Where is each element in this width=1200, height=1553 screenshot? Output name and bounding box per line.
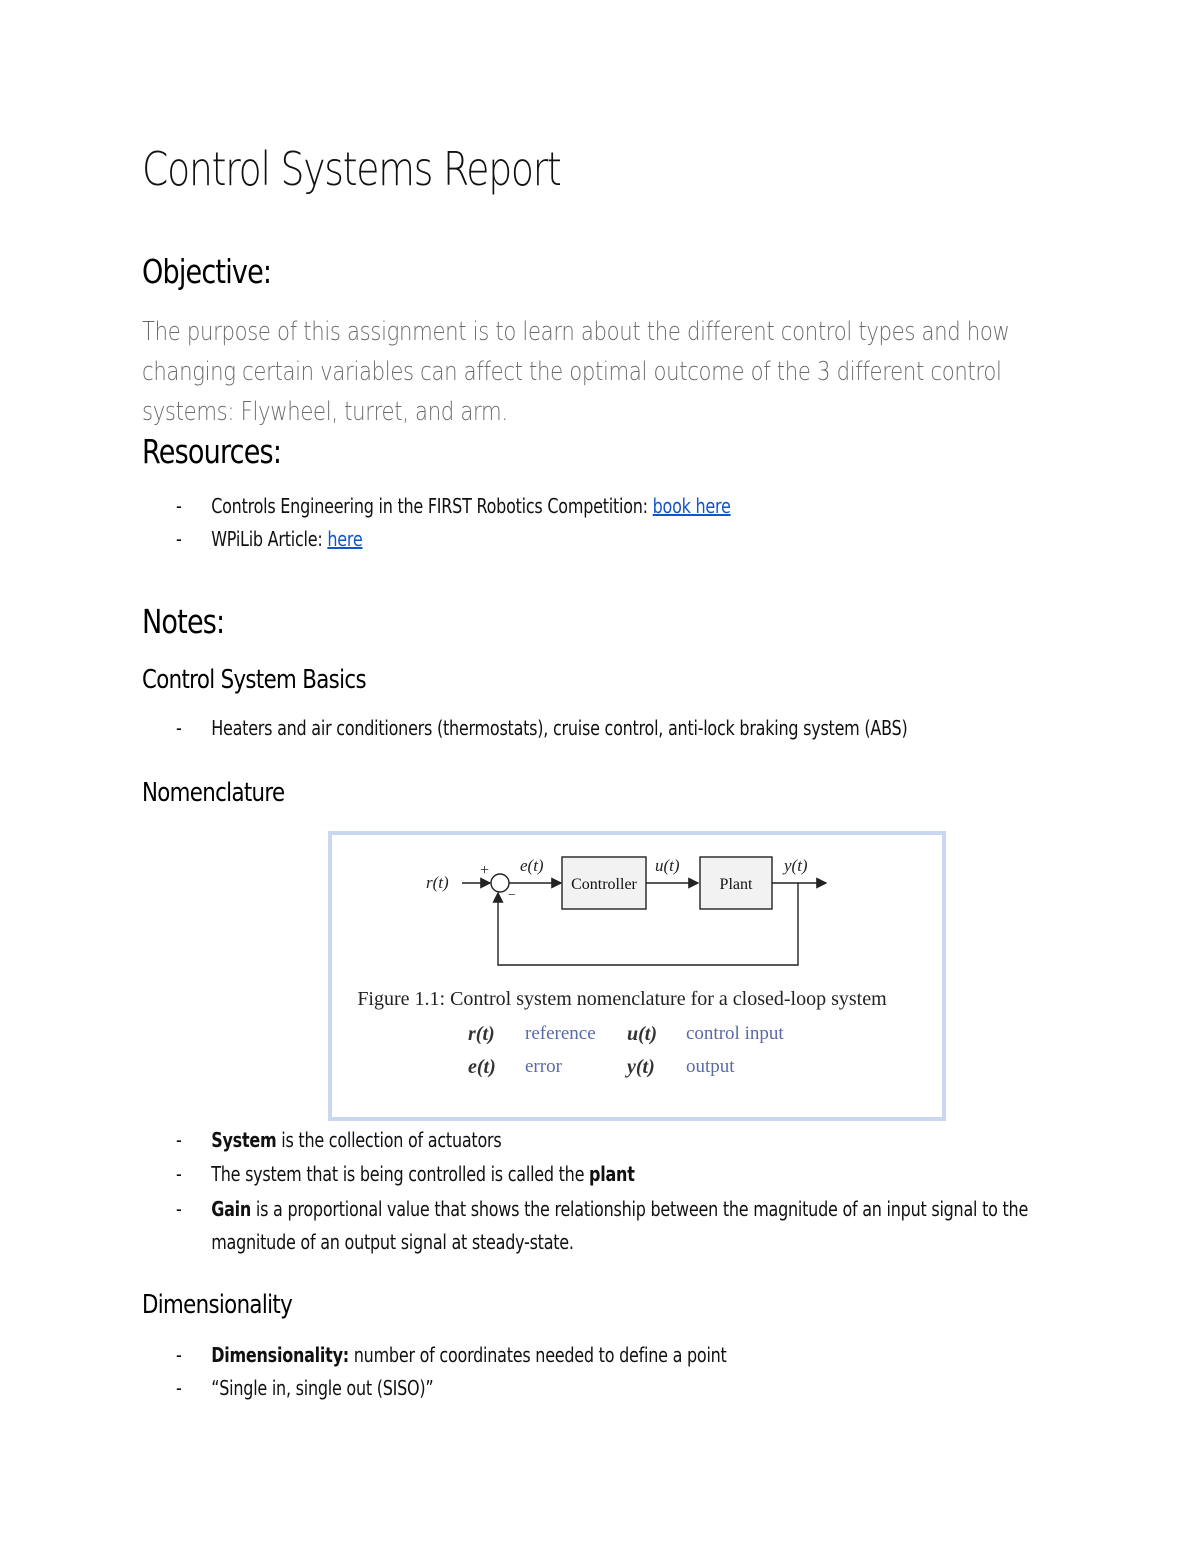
book-link[interactable]: book here: [652, 494, 731, 518]
notes-heading: Notes:: [142, 602, 225, 641]
wpilib-link[interactable]: here: [327, 527, 363, 551]
resource-item: [176, 494, 731, 518]
plus-sign: +: [480, 862, 490, 879]
minus-sign: −: [508, 888, 516, 903]
legend-meaning-reference: reference: [525, 1023, 596, 1044]
legend-meaning-error: error: [525, 1056, 562, 1077]
plant-label: Plant: [719, 876, 753, 893]
objective-heading: Objective:: [142, 252, 272, 291]
dimensionality-item: [176, 1376, 433, 1400]
bullet-dash: -: [176, 527, 182, 551]
nomenclature-item: [176, 1128, 501, 1152]
y-label: y(t): [784, 856, 808, 875]
nomenclature-text: is the collection of actuators: [276, 1128, 502, 1152]
basics-item: [176, 716, 907, 740]
nomenclature-text: is a proportional value that shows the relationship between the magnitude of an input signal to the magnitude of an output signal at steady-state.: [211, 1197, 1029, 1254]
dimensionality-text: number of coordinates needed to define a point: [348, 1343, 727, 1367]
nomenclature-text: The system that is being controlled is called the: [211, 1162, 590, 1186]
term-system: System: [211, 1128, 277, 1152]
dimensionality-item: [176, 1343, 727, 1367]
resource-text: WPiLib Article:: [211, 527, 328, 551]
term-plant: plant: [589, 1162, 635, 1186]
dimensionality-heading: Dimensionality: [142, 1290, 293, 1320]
resource-text: Controls Engineering in the FIRST Robotics Competition:: [211, 494, 653, 518]
bullet-dash: -: [176, 716, 182, 740]
controller-label: Controller: [571, 876, 637, 893]
legend-symbol-r: r(t): [468, 1023, 495, 1045]
r-label: r(t): [426, 873, 449, 892]
block-diagram: [332, 835, 942, 1117]
bullet-dash: -: [176, 1343, 182, 1367]
figure-caption: Figure 1.1: Control system nomenclature for a closed-loop system: [357, 988, 887, 1010]
term-dimensionality: Dimensionality:: [211, 1343, 349, 1367]
nomenclature-figure: [328, 831, 946, 1121]
bullet-dash: -: [176, 494, 182, 518]
e-label: e(t): [520, 856, 544, 875]
summing-junction: [491, 874, 509, 892]
bullet-dash: -: [176, 1197, 182, 1221]
nomenclature-item: [176, 1162, 635, 1186]
legend-meaning-output: output: [686, 1056, 735, 1077]
term-gain: Gain: [211, 1197, 252, 1221]
objective-text: The purpose of this assignment is to learn about the different control types and how changing certain variables can affect the optimal outcome of the 3 different control systems: Flywheel, turret, and arm.: [142, 317, 1010, 427]
resource-item: [176, 527, 362, 551]
page-title: Control Systems Report: [142, 142, 561, 196]
basics-text: Heaters and air conditioners (thermostats), cruise control, anti-lock braking system (ABS): [211, 716, 908, 740]
legend-symbol-e: e(t): [468, 1056, 496, 1078]
nomenclature-item: [176, 1193, 1079, 1259]
bullet-dash: -: [176, 1376, 182, 1400]
legend-symbol-u: u(t): [627, 1023, 657, 1045]
legend-symbol-y: y(t): [627, 1056, 655, 1078]
nomenclature-heading: Nomenclature: [142, 778, 285, 808]
legend-meaning-control-input: control input: [686, 1023, 784, 1044]
resources-heading: Resources:: [142, 432, 282, 471]
bullet-dash: -: [176, 1128, 182, 1152]
basics-heading: Control System Basics: [142, 665, 366, 695]
u-label: u(t): [655, 856, 680, 875]
dimensionality-text: “Single in, single out (SISO)”: [211, 1376, 434, 1400]
bullet-dash: -: [176, 1162, 182, 1186]
